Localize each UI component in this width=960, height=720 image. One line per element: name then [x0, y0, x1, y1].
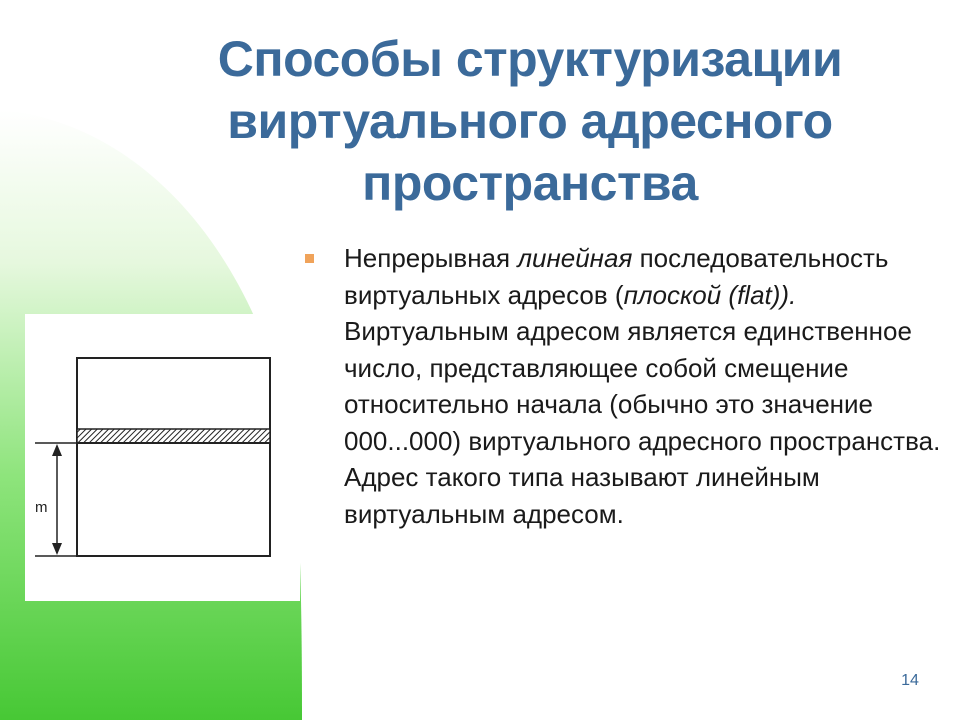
- page-number: 14: [901, 672, 919, 689]
- arrow-head-down-icon: [52, 543, 62, 555]
- bullet-text-1: Непрерывная: [344, 243, 518, 273]
- bullet-square-icon: [305, 254, 314, 263]
- bullet-text-flat: плоской (flat)).: [623, 279, 797, 310]
- hatched-boundary: [77, 429, 270, 443]
- dimension-label-m: m: [35, 499, 48, 516]
- bullet-item: [344, 240, 945, 532]
- bullet-text-5: Виртуальным адресом является единственное число, представляющее собой смещение относительно начала (обычно это значение 000...000) виртуального адресного пространства. Адрес такого типа называют линейным виртуальным адресом.: [344, 316, 941, 529]
- diagram-svg: [25, 314, 300, 601]
- arrow-head-up-icon: [52, 444, 62, 456]
- bullet-text-3: последовательность виртуальных адресов (: [344, 243, 889, 310]
- title-line-2: виртуального адресного: [227, 93, 833, 149]
- linear-address-space-diagram: [25, 314, 300, 601]
- address-space-box: [77, 358, 270, 556]
- bullet-text-linear: линейная: [517, 243, 633, 273]
- title-line-1: Способы структуризации: [217, 31, 843, 87]
- slide-title: [120, 28, 940, 214]
- title-line-3: пространства: [362, 155, 698, 211]
- bullet-list: [305, 240, 945, 532]
